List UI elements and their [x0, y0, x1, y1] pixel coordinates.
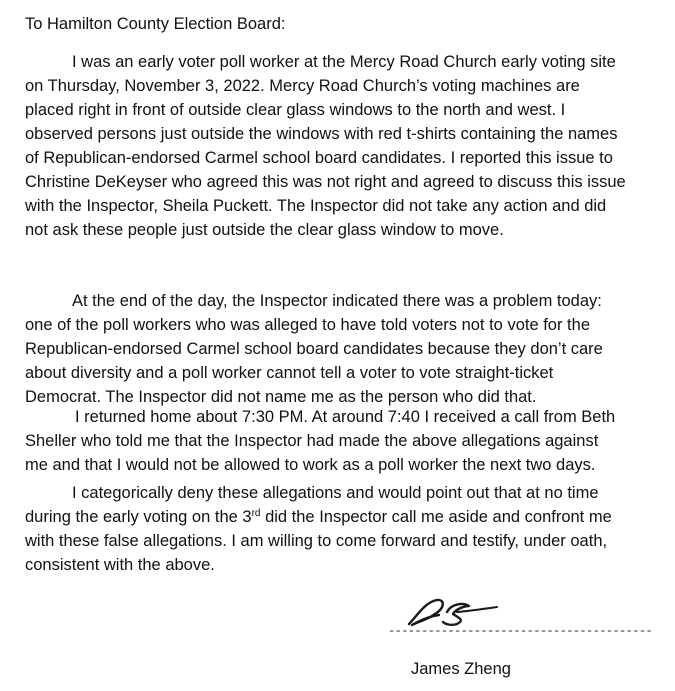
- paragraph-poll-worker-observation: [25, 50, 665, 242]
- line-text: during the early voting on the 3: [25, 508, 252, 526]
- paragraph-line: with the Inspector, Sheila Puckett. The Inspector did not take any action and did: [25, 197, 607, 215]
- paragraph-line: with these false allegations. I am willing to come forward and testify, under oath,: [25, 532, 608, 550]
- paragraph-line: placed right in front of outside clear glass windows to the north and west. I: [25, 101, 566, 119]
- salutation: To Hamilton County Election Board:: [25, 15, 286, 33]
- paragraph-line: Christine DeKeyser who agreed this was not right and agreed to discuss this issue: [25, 173, 626, 191]
- paragraph-line: Sheller who told me that the Inspector had made the above allegations against: [25, 432, 599, 450]
- paragraph-line: Republican-endorsed Carmel school board candidates because they don’t care: [25, 340, 603, 358]
- paragraph-line: At the end of the day, the Inspector indicated there was a problem today:: [72, 292, 602, 310]
- paragraph-line: observed persons just outside the windows with red t-shirts containing the names: [25, 125, 618, 143]
- paragraph-line: I was an early voter poll worker at the Mercy Road Church early voting site: [72, 53, 616, 71]
- signer-name: James Zheng: [411, 660, 511, 678]
- signature-line: ----------------------------------------: [388, 624, 653, 638]
- paragraph-phone-call: [25, 405, 665, 477]
- paragraph-line: I categorically deny these allegations and would point out that at no time: [72, 484, 599, 502]
- paragraph-line: I returned home about 7:30 PM. At around 7:40 I received a call from Beth: [75, 408, 616, 426]
- paragraph-line: [25, 505, 665, 529]
- line-text: did the Inspector call me aside and confront me: [260, 508, 612, 526]
- paragraph-line: on Thursday, November 3, 2022. Mercy Road Church’s voting machines are: [25, 77, 580, 95]
- paragraph-line: of Republican-endorsed Carmel school board candidates. I reported this issue to: [25, 149, 613, 167]
- paragraph-line: Democrat. The Inspector did not name me as the person who did that.: [25, 388, 537, 406]
- paragraph-line: consistent with the above.: [25, 556, 215, 574]
- paragraph-line: me and that I would not be allowed to work as a poll worker the next two days.: [25, 456, 596, 474]
- ordinal-suffix: rd: [251, 508, 261, 519]
- paragraph-line: not ask these people just outside the clear glass window to move.: [25, 221, 504, 239]
- paragraph-line: one of the poll workers who was alleged to have told voters not to vote for the: [25, 316, 590, 334]
- paragraph-end-of-day: [25, 289, 665, 409]
- paragraph-line: about diversity and a poll worker cannot tell a voter to vote straight-ticket: [25, 364, 554, 382]
- paragraph-denial: [25, 481, 665, 577]
